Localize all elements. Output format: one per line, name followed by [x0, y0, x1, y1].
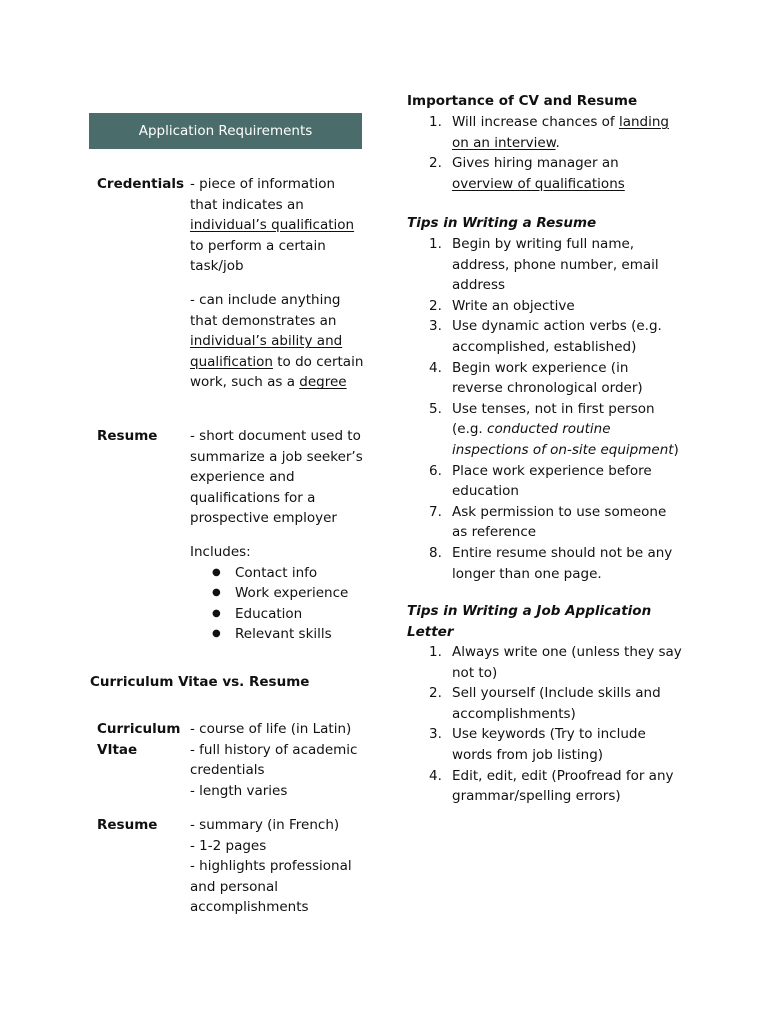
underlined-text: individual’s ability and qualification — [190, 333, 343, 370]
list-item — [407, 642, 682, 683]
cv-line: - course of life (in Latin) — [190, 721, 352, 737]
list-number: 8. — [429, 544, 442, 561]
text-run: to do certain work, such as a — [190, 353, 364, 391]
list-number: 5. — [429, 400, 442, 417]
underlined-text: landing on an interview — [452, 114, 669, 151]
includes-list — [190, 563, 380, 645]
list-item — [407, 358, 682, 399]
text-run: . — [555, 134, 560, 151]
letter-tips-heading: Tips in Writing a Job Application Letter — [407, 603, 652, 640]
importance-list — [407, 112, 682, 194]
list-item — [407, 296, 682, 317]
list-item: ● Work experience — [190, 583, 380, 604]
list-item — [407, 502, 682, 543]
term-line: VItae — [97, 741, 138, 758]
list-number: 7. — [429, 503, 442, 520]
list-item — [407, 543, 682, 584]
list-number: 2. — [429, 685, 442, 702]
term-resume: Resume — [97, 428, 158, 444]
list-item — [407, 683, 682, 724]
list-item — [407, 112, 682, 153]
list-number: 6. — [429, 462, 442, 479]
text-run: Sell yourself (Include skills and accomplishments) — [452, 685, 661, 722]
text-run: to perform a certain task/job — [190, 237, 326, 275]
text-run: Use keywords (Try to include words from job listing) — [452, 726, 646, 763]
list-item: ● Relevant skills — [190, 624, 380, 645]
cv-line: - length varies — [190, 782, 288, 799]
credentials-definition-1 — [190, 174, 365, 277]
list-item — [407, 316, 682, 357]
text-run: Use dynamic action verbs (e.g. accomplished, established) — [452, 318, 662, 355]
resume-definition: - short document used to summarize a job seeker’s experience and qualifications for a prospective employer — [190, 428, 363, 527]
underlined-text: individual’s qualification — [190, 217, 355, 234]
credentials-definition-2 — [190, 290, 365, 393]
resume-includes — [190, 542, 380, 645]
term-credentials: Credentials — [97, 176, 185, 192]
term-curriculum-vitae — [97, 719, 180, 760]
italic-text: conducted routine inspections of on-site equipment — [452, 421, 674, 458]
term-resume-2: Resume — [97, 817, 158, 833]
resume-line: - highlights professional and personal accomplishments — [190, 858, 352, 916]
letter-tips-list — [407, 642, 682, 807]
list-number: 1. — [429, 644, 442, 660]
list-number: 3. — [429, 318, 442, 335]
importance-heading: Importance of CV and Resume — [407, 93, 638, 109]
resume-short-definition — [190, 815, 365, 918]
resume-tips-heading: Tips in Writing a Resume — [407, 215, 597, 231]
list-number: 4. — [429, 767, 442, 784]
text-run: Always write one (unless they say not to) — [452, 644, 682, 681]
resume-line: - summary (in French) — [190, 817, 340, 833]
list-number: 1. — [429, 236, 442, 252]
term-line: Curriculum — [97, 721, 181, 737]
text-run: Write an objective — [452, 297, 575, 314]
text-run: Begin work experience (in reverse chronological order) — [452, 359, 643, 397]
list-item — [407, 399, 682, 461]
cv-line: - full history of academic credentials — [190, 741, 358, 779]
list-number: 2. — [429, 297, 442, 314]
text-run: Entire resume should not be any longer than one page. — [452, 544, 673, 582]
list-item: ● Contact info — [190, 563, 380, 584]
list-item — [407, 153, 682, 194]
includes-label: Includes: — [190, 544, 251, 560]
text-run: Edit, edit, edit (Proofread for any grammar/spelling errors) — [452, 767, 674, 805]
list-item — [407, 461, 682, 502]
text-run: - can include anything that demonstrates an — [190, 292, 341, 329]
list-number: 3. — [429, 726, 442, 743]
section-header-label: Application Requirements — [138, 122, 313, 139]
section-header-application-requirements — [89, 113, 362, 149]
text-run: Gives hiring manager an — [452, 155, 619, 172]
text-run: Use tenses, not in first person (e.g. — [452, 400, 655, 438]
list-item — [407, 766, 682, 807]
list-item — [407, 234, 682, 296]
list-item — [407, 724, 682, 765]
resume-tips-list — [407, 234, 682, 584]
resume-line: - 1-2 pages — [190, 837, 267, 854]
text-run: Place work experience before education — [452, 462, 652, 500]
list-number: 2. — [429, 155, 442, 172]
text-run: Ask permission to use someone as reference — [452, 503, 667, 541]
underlined-text: degree — [299, 374, 347, 391]
text-run: Begin by writing full name, address, phone number, email address — [452, 236, 659, 294]
list-number: 1. — [429, 114, 442, 130]
text-run: ) — [673, 441, 679, 458]
list-item: ● Education — [190, 604, 380, 625]
cv-definition — [190, 719, 365, 801]
cv-vs-resume-heading: Curriculum Vitae vs. Resume — [90, 674, 310, 690]
list-number: 4. — [429, 359, 442, 376]
underlined-text: overview of qualifications — [452, 175, 625, 192]
text-run: Will increase chances of — [452, 114, 619, 130]
text-run: - piece of information that indicates an — [190, 176, 336, 213]
